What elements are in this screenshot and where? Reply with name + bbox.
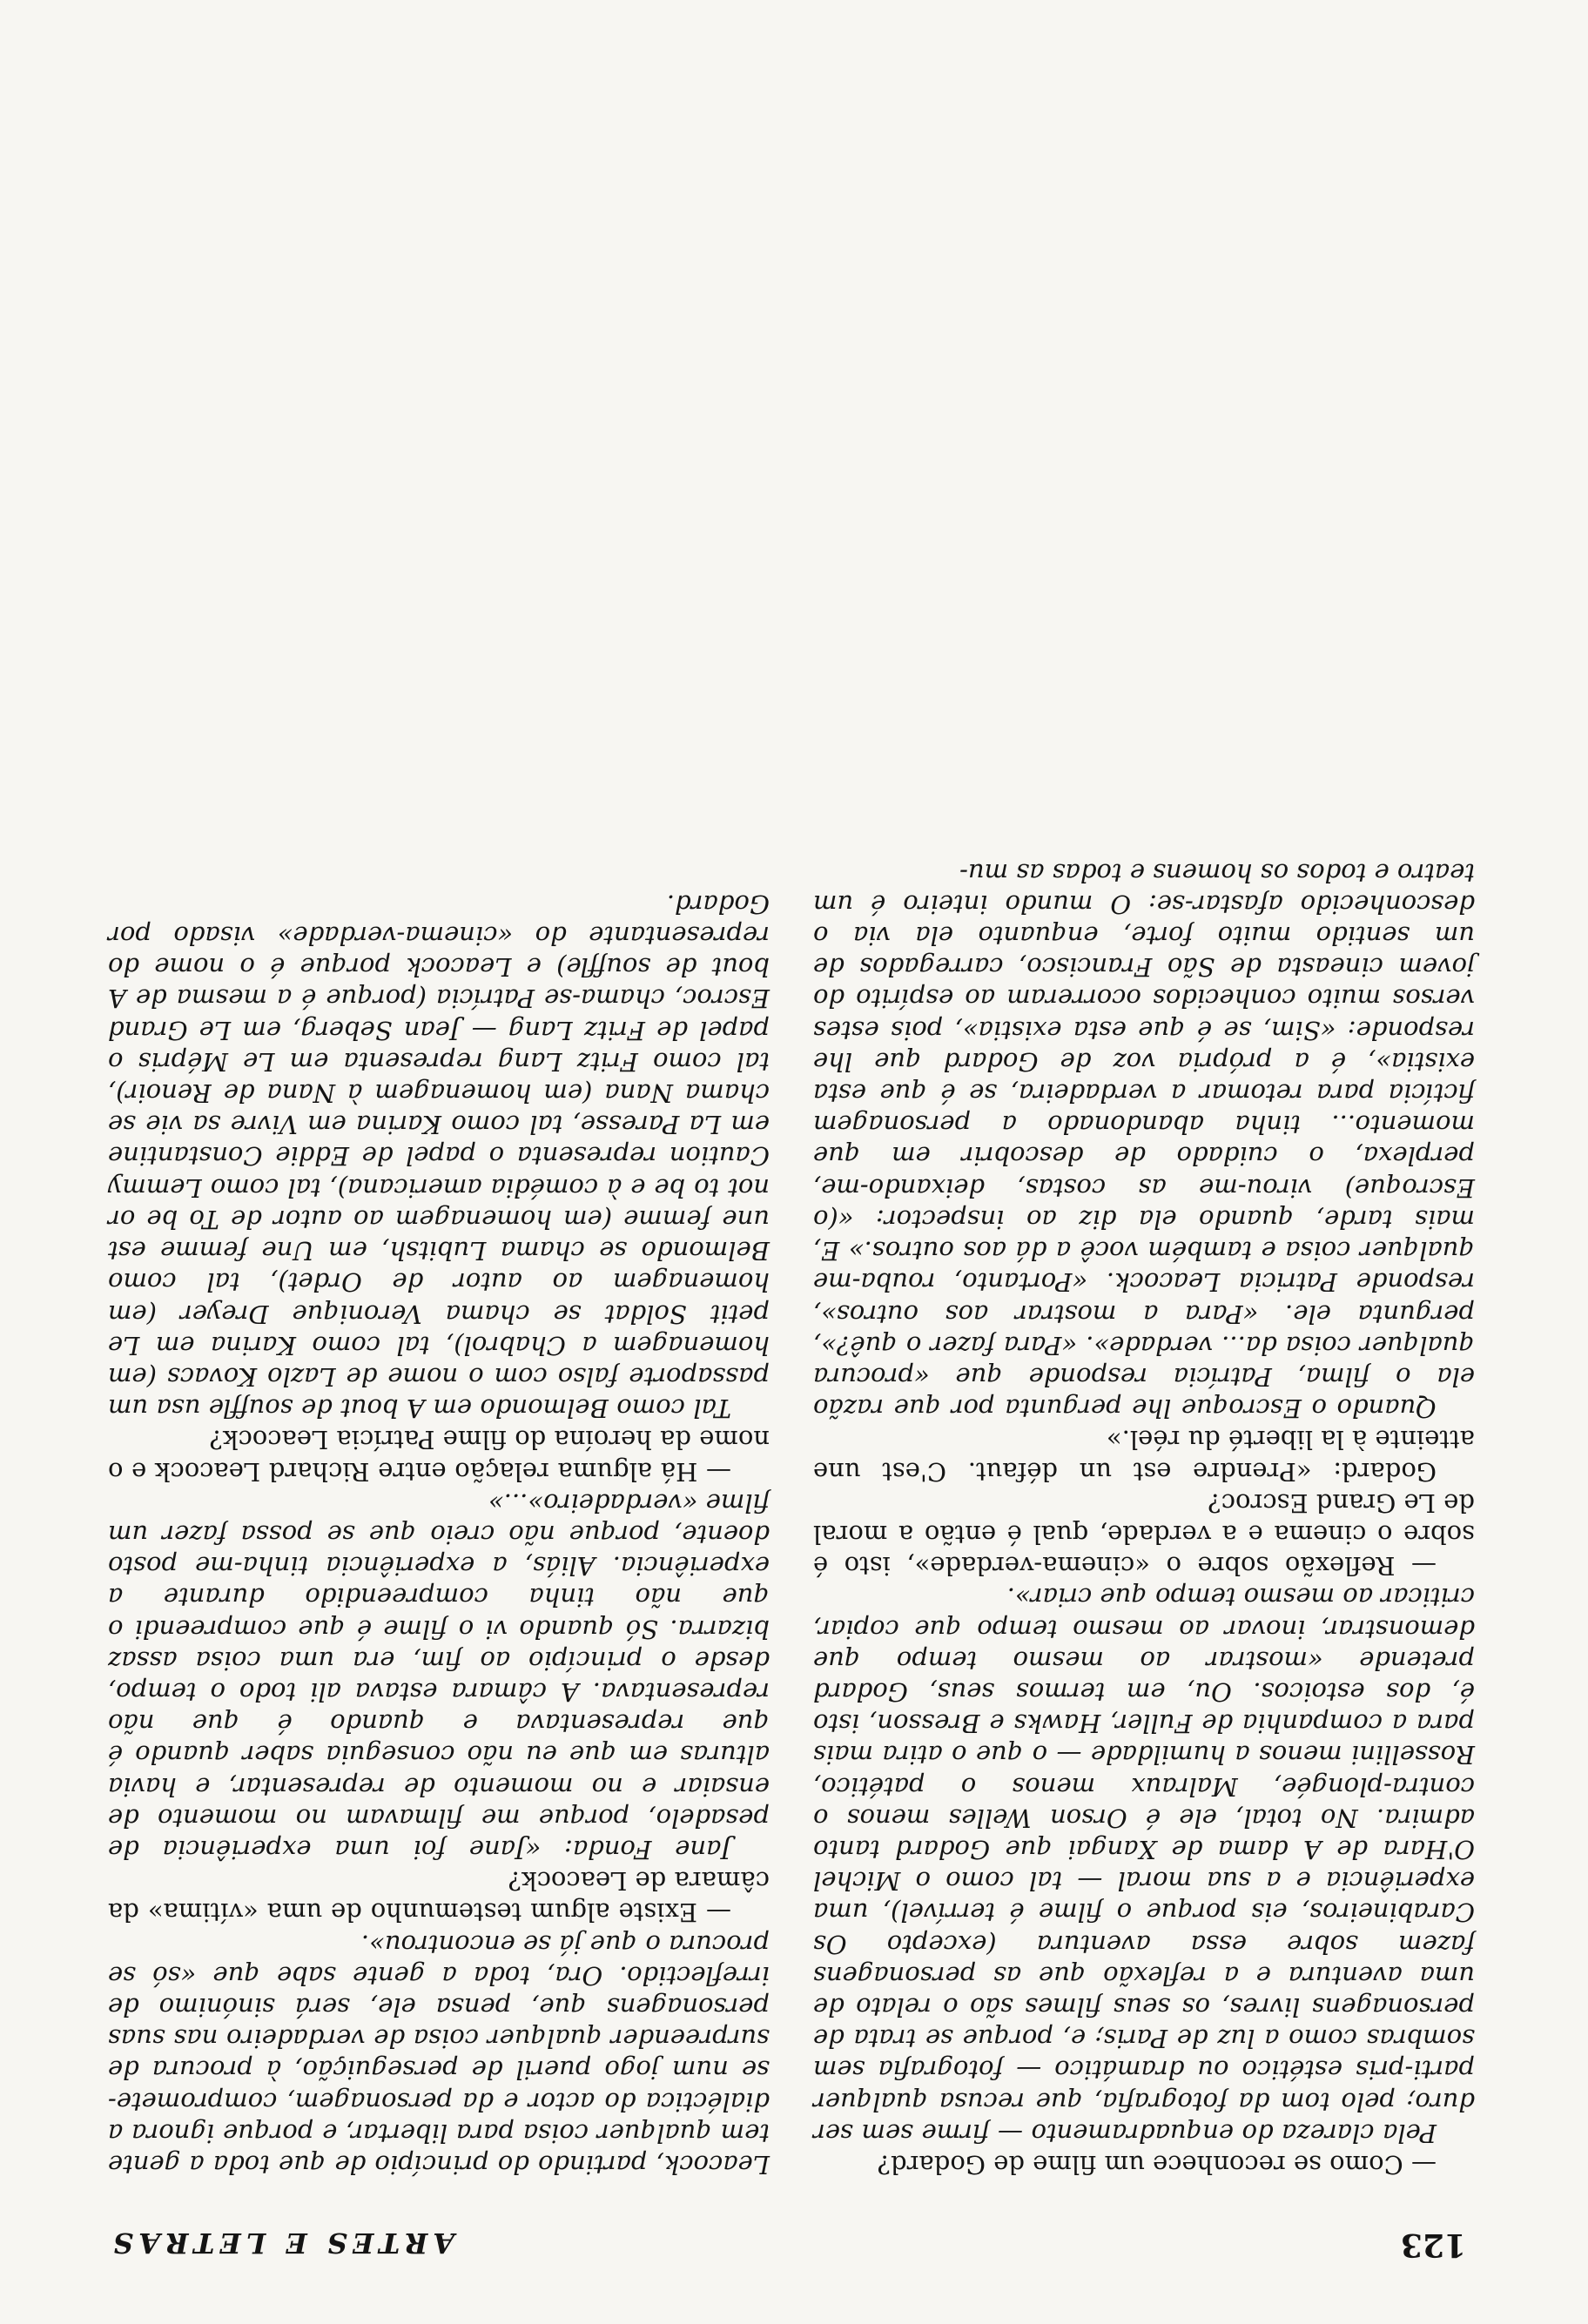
answer-paragraph: Leacock, partindo do princípio de que toda a gente tem qualquer coisa para libertar, e porque ignora a dialéctica do actor e da personagem, compromete-se num jogo pueril de perseguição, à procura de surpreender qualquer coisa de verdadeiro nas suas personagens que, pensa ele, será sinónimo de irreflectido. Ora, toda a gente sabe que «só se procura o que já se encontrou».: [108, 1929, 770, 2180]
question-paragraph: — Como se reconhece um filme de Godard?: [877, 2150, 1437, 2180]
answer-paragraph: Tal como Belmondo em A bout de souffle usa um passaporte falso com o nome de Lazlo Kovacs (em homenagem a Chabrol), tal como Karina em Le petit Soldat se chama Veronique Dreyer (em homenagem ao autor de Ordet), tal como Belmondo se chama Lubitsh, em Une femme est une femme (em homenagem ao autor de To be or not to be e à comédia americana), tal como Lemmy Caution representa o papel de Eddie Constantine em La Paresse, tal como Karina em Vivre sa vie se chama Nana (em homenagem à Nana de Renoir), tal como Fritz Lang representa em Le Mépris o papel de Fritz Lang — Jean Seberg, em Le Grand Escroc, chama-se Patrícia (porque é a mesma de A bout de souffle) e Leacock porque é o nome do representante do «cinema-verdade» visado por Godard.: [108, 889, 770, 1424]
page-header: [108, 2211, 1466, 2263]
page-number: 123: [1400, 2227, 1466, 2263]
running-head: ARTES E LETRAS: [108, 2227, 455, 2260]
answer-paragraph: Quando o Escroque lhe pergunta por que razão ela o filma, Patrícia responde que «procura qualquer coisa da... verdade». «Para fazer o quê?», pergunta ele. «Para a mostrar aos outros», responde Patricia Leacock. «Portanto, rouba-me qualquer coisa e também você a dá aos outros.» E, mais tarde, quando ela diz ao inspector: «(o Escroque) virou-me as costas, deixando-me, perplexa, o cuidado de descobrir em que momento... tinha abandonado a personagem fictícia para retomar a verdadeira, se é que esta existia», é a própria voz de Godard que lhe responde: «Sim, se é que esta existia», pois estes versos muito conhecidos ocorreram ao espírito do jovem cineasta de São Francisco, carregados de um sentido muito forte, enquanto ela via o desconhecido afastar-se: O mundo inteiro é um teatro e todos os homens e todas as mu-: [813, 857, 1475, 1424]
right-column: [108, 889, 770, 2180]
question-paragraph: — Existe algum testemunho de uma «vítima» da câmara de Leacock?: [108, 1866, 770, 1928]
question-paragraph: — Há alguma relação entre Richard Leacock e o nome da heroína do filme Patrícia Leacock?: [108, 1425, 770, 1487]
left-column: [813, 856, 1475, 2180]
question-paragraph: — Reflexão sobre o «cinema-verdade», isto é sobre o cinema e a verdade, qual é então a moral de Le Grand Escroc?: [813, 1488, 1475, 1582]
quote-paragraph: Godard: «Prendre est un défaut. C'est une atteinte à la liberté du réel.»: [813, 1425, 1475, 1487]
answer-paragraph: Jane Fonda: «Jane foi uma experiência de pesadelo, porque me filmavam no momento de ensaiar e no momento de representar, e havia alturas em que eu não conseguia saber quando é que representava e quando é que não representava. A câmara estava ali todo o tempo, desde o princípio ao fim, era uma coisa assaz bizarra. Só quando vi o filme é que compreendi o que não tinha compreendido durante a experiência. Aliás, a experiência tinha-me posto doente, porque não creio que se possa fazer um filme «verdadeiro»...»: [108, 1488, 770, 1864]
answer-paragraph: Pela clareza do enquadramento — firme sem ser duro; pelo tom da fotografia, que recusa qualquer parti-pris estético ou dramático — fotografia sem sombras como a luz de Paris; e, porque se trata de personagens livres, os seus filmes são o relato de uma aventura e a reflexão que as personagens fazem sobre essa aventura (excepto Os Carabineiros, eis porque o filme é terrível), uma experiência e a sua moral — tal como o Michel O'Hara de A dama de Xangai que Godard tanto admira. No total, ele é Orson Welles menos o contra-plongée, Malraux menos o patético, Rossellini menos a humildade — o que o atira mais para a companhia de Fuller, Hawks e Bresson, isto é, dos estoicos. Ou, em termos seus, Godard pretende «mostrar ao mesmo tempo que demonstrar, inovar ao mesmo tempo que copiar, criticar ao mesmo tempo que criar».: [813, 1582, 1475, 2148]
